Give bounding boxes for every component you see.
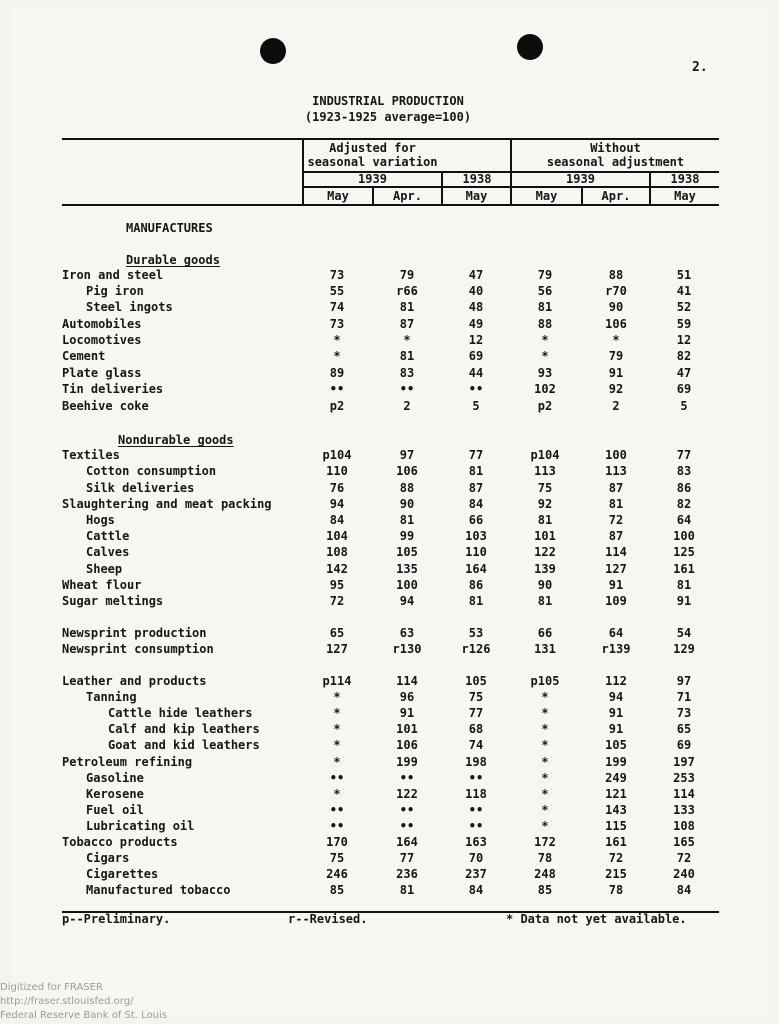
table-cell: 135 [396, 562, 418, 576]
row-label: Hogs [86, 513, 115, 527]
year-header: 1939 [358, 172, 387, 186]
table-cell: 122 [396, 787, 418, 801]
row-label: Steel ingots [86, 300, 173, 314]
table-cell: * [541, 787, 549, 801]
table-cell: 87 [468, 481, 484, 495]
table-cell: 109 [605, 594, 627, 608]
month-header: May [674, 189, 696, 203]
row-label: Cattle [86, 529, 130, 543]
row-label: Slaughtering and meat packing [62, 497, 272, 511]
table-cell: 81 [676, 578, 692, 592]
table-cell: 95 [329, 578, 345, 592]
table-cell: 79 [608, 349, 624, 363]
row-label: Goat and kid leathers [108, 738, 260, 752]
year-header: 1939 [566, 172, 595, 186]
table-cell: 72 [329, 594, 345, 608]
table-cell: * [541, 755, 549, 769]
section-heading: MANUFACTURES [126, 221, 213, 235]
table-cell: r66 [396, 284, 418, 298]
punch-hole [517, 34, 543, 60]
table-cell: 81 [537, 513, 553, 527]
table-cell: 161 [673, 562, 695, 576]
table-cell: •• [329, 803, 345, 817]
row-label: Tin deliveries [62, 382, 164, 396]
table-cell: * [541, 803, 549, 817]
table-cell: 40 [468, 284, 484, 298]
group-header-line: Adjusted for [329, 141, 416, 155]
month-header: May [327, 189, 349, 203]
table-cell: 198 [465, 755, 487, 769]
table-cell: 94 [608, 690, 624, 704]
table-cell: 59 [676, 317, 692, 331]
table-cell: 106 [605, 317, 627, 331]
title-line: INDUSTRIAL PRODUCTION [312, 94, 464, 108]
table-cell: 81 [399, 349, 415, 363]
table-cell: 74 [468, 738, 484, 752]
table-cell: 139 [534, 562, 556, 576]
table-cell: 101 [396, 722, 418, 736]
row-label: Cattle hide leathers [108, 706, 253, 720]
month-header: Apr. [393, 189, 422, 203]
table-cell: 90 [399, 497, 415, 511]
table-cell: 88 [608, 268, 624, 282]
table-cell: 73 [329, 317, 345, 331]
table-cell: * [541, 333, 549, 347]
table-cell: p104 [322, 448, 352, 462]
table-cell: 131 [534, 642, 556, 656]
table-cell: 115 [605, 819, 627, 833]
year-header: 1938 [462, 172, 492, 186]
table-cell: 77 [399, 851, 415, 865]
table-cell: * [541, 819, 549, 833]
group-header-line: seasonal adjustment [546, 155, 685, 169]
row-label: Plate glass [62, 366, 142, 380]
table-cell: 100 [605, 448, 627, 462]
table-cell: •• [329, 771, 345, 785]
year-header: 1938 [670, 172, 700, 186]
table-cell: 49 [468, 317, 484, 331]
table-cell: 91 [608, 706, 624, 720]
table-cell: •• [468, 803, 484, 817]
table-cell: 71 [676, 690, 692, 704]
table-cell: p114 [322, 674, 352, 688]
table-cell: 73 [676, 706, 692, 720]
table-cell: 91 [608, 578, 624, 592]
table-cell: 69 [676, 738, 692, 752]
table-cell: 108 [673, 819, 695, 833]
table-cell: 79 [399, 268, 415, 282]
subtitle-line: (1923-1925 average=100) [304, 110, 472, 124]
table-cell: 91 [676, 594, 692, 608]
row-label: Fuel oil [86, 803, 144, 817]
table-cell: 75 [468, 690, 484, 704]
table-cell: 88 [537, 317, 553, 331]
table-cell: 53 [468, 626, 484, 640]
table-cell: 100 [673, 529, 695, 543]
table-cell: * [541, 771, 549, 785]
table-cell: 100 [396, 578, 418, 592]
table-cell: 94 [329, 497, 345, 511]
table-cell: 75 [537, 481, 553, 495]
table-cell: 77 [468, 706, 484, 720]
table-cell: * [541, 706, 549, 720]
table-cell: 54 [676, 626, 692, 640]
footnote-revised: r--Revised. [288, 912, 368, 926]
table-cell: 108 [326, 545, 348, 559]
row-label: Sugar meltings [62, 594, 164, 608]
table-cell: 215 [605, 867, 627, 881]
table-cell: 90 [608, 300, 624, 314]
month-header: May [535, 189, 558, 203]
table-cell: r126 [461, 642, 491, 656]
table-top-rule [62, 138, 719, 140]
digitized-url: http://fraser.stlouisfed.org/ [0, 996, 134, 1007]
table-cell: 65 [676, 722, 692, 736]
table-cell: 92 [608, 382, 624, 396]
table-cell: •• [399, 382, 415, 396]
table-cell: 68 [468, 722, 484, 736]
table-cell: •• [329, 382, 345, 396]
table-cell: 81 [468, 464, 484, 478]
punch-hole [260, 38, 286, 64]
table-cell: •• [468, 382, 484, 396]
year-rule [304, 186, 719, 188]
table-cell: 170 [326, 835, 348, 849]
table-cell: 81 [608, 497, 624, 511]
table-cell: * [612, 333, 620, 347]
table-cell: 103 [465, 529, 487, 543]
table-cell: 81 [537, 300, 553, 314]
table-cell: 125 [673, 545, 695, 559]
table-cell: 129 [673, 642, 695, 656]
table-cell: 96 [399, 690, 415, 704]
table-cell: 114 [396, 674, 418, 688]
table-cell: 77 [676, 448, 692, 462]
table-cell: 121 [605, 787, 627, 801]
table-cell: 127 [326, 642, 348, 656]
table-cell: 172 [534, 835, 556, 849]
row-label: Calves [86, 545, 130, 559]
table-cell: 5 [680, 399, 688, 413]
table-cell: 99 [399, 529, 415, 543]
table-cell: 52 [676, 300, 692, 314]
table-cell: p104 [530, 448, 560, 462]
table-cell: 55 [329, 284, 345, 298]
table-cell: 73 [329, 268, 345, 282]
table-cell: 164 [465, 562, 487, 576]
table-cell: 89 [329, 366, 345, 380]
table-cell: 91 [608, 722, 624, 736]
table-cell: 163 [465, 835, 487, 849]
row-label: Leather and products [62, 674, 207, 688]
table-cell: 105 [396, 545, 418, 559]
table-cell: 72 [608, 851, 624, 865]
table-cell: 82 [676, 497, 692, 511]
table-cell: * [333, 755, 341, 769]
table-cell: 69 [468, 349, 484, 363]
table-cell: r70 [605, 284, 627, 298]
row-label: Tanning [86, 690, 137, 704]
table-cell: 82 [676, 349, 692, 363]
row-label: Sheep [86, 562, 123, 576]
table-cell: 81 [399, 513, 415, 527]
table-cell: 63 [399, 626, 415, 640]
table-cell: 51 [676, 268, 692, 282]
table-cell: 84 [468, 497, 484, 511]
table-cell: 81 [468, 594, 484, 608]
table-cell: •• [468, 819, 484, 833]
table-cell: 77 [468, 448, 484, 462]
table-cell: 164 [396, 835, 418, 849]
row-label: Pig iron [86, 284, 144, 298]
row-label: Automobiles [62, 317, 142, 331]
table-cell: 87 [608, 481, 624, 495]
table-cell: 112 [605, 674, 627, 688]
table-cell: * [541, 690, 549, 704]
table-cell: 66 [537, 626, 553, 640]
row-label: Newsprint production [62, 626, 207, 640]
table-cell: * [333, 738, 341, 752]
table-cell: 91 [608, 366, 624, 380]
month-header: May [465, 189, 488, 203]
table-cell: •• [399, 803, 415, 817]
footnote-preliminary: p--Preliminary. [62, 912, 171, 926]
table-cell: 84 [468, 883, 484, 897]
table-cell: •• [399, 771, 415, 785]
table-cell: * [541, 722, 549, 736]
table-cell: 41 [676, 284, 692, 298]
group-header-unadjusted [512, 141, 719, 169]
row-label: Cotton consumption [86, 464, 217, 478]
table-cell: 240 [673, 867, 695, 881]
row-label: Beehive coke [62, 399, 149, 413]
table-cell: * [541, 349, 549, 363]
table-cell: 114 [605, 545, 627, 559]
table-cell: 65 [329, 626, 345, 640]
table-cell: 78 [537, 851, 553, 865]
table-cell: 110 [465, 545, 487, 559]
table-cell: 83 [676, 464, 692, 478]
table-cell: 106 [396, 464, 418, 478]
table-cell: 127 [605, 562, 627, 576]
table-cell: * [333, 706, 341, 720]
table-cell: 69 [676, 382, 692, 396]
row-label: Iron and steel [62, 268, 164, 282]
table-cell: p2 [537, 399, 553, 413]
table-cell: 84 [329, 513, 345, 527]
row-label: Cigarettes [86, 867, 159, 881]
table-cell: 165 [673, 835, 695, 849]
table-cell: 102 [534, 382, 556, 396]
row-label: Newsprint consumption [62, 642, 214, 656]
table-cell: 70 [468, 851, 484, 865]
table-cell: 74 [329, 300, 345, 314]
table-cell: * [333, 333, 341, 347]
table-cell: 47 [676, 366, 692, 380]
table-cell: r130 [392, 642, 422, 656]
page-title [296, 93, 480, 125]
table-cell: p2 [329, 399, 345, 413]
table-cell: 76 [329, 481, 345, 495]
table-cell: 105 [605, 738, 627, 752]
table-cell: 133 [673, 803, 695, 817]
table-cell: 122 [534, 545, 556, 559]
table-cell: * [541, 738, 549, 752]
table-cell: 75 [329, 851, 345, 865]
table-cell: 56 [537, 284, 553, 298]
table-cell: 84 [676, 883, 692, 897]
table-cell: 5 [472, 399, 480, 413]
header-bottom-rule [62, 204, 719, 206]
table-cell: 86 [676, 481, 692, 495]
table-cell: 94 [399, 594, 415, 608]
table-cell: 81 [399, 883, 415, 897]
row-label: Gasoline [86, 771, 144, 785]
table-cell: * [333, 787, 341, 801]
table-cell: 246 [326, 867, 348, 881]
table-cell: 86 [468, 578, 484, 592]
table-cell: * [333, 722, 341, 736]
table-cell: 83 [399, 366, 415, 380]
table-cell: 44 [468, 366, 484, 380]
row-label: Cigars [86, 851, 130, 865]
table-cell: 12 [676, 333, 692, 347]
table-cell: 237 [465, 867, 487, 881]
table-cell: 64 [608, 626, 624, 640]
row-label: Silk deliveries [86, 481, 195, 495]
table-cell: 142 [326, 562, 348, 576]
table-cell: 88 [399, 481, 415, 495]
table-cell: 92 [537, 497, 553, 511]
row-label: Textiles [62, 448, 120, 462]
table-cell: 253 [673, 771, 695, 785]
table-cell: 72 [608, 513, 624, 527]
table-cell: 87 [608, 529, 624, 543]
row-label: Petroleum refining [62, 755, 193, 769]
table-cell: 101 [534, 529, 556, 543]
table-cell: * [333, 349, 341, 363]
row-label: Cement [62, 349, 106, 363]
table-cell: 114 [673, 787, 695, 801]
table-cell: 2 [403, 399, 411, 413]
row-label: Calf and kip leathers [108, 722, 260, 736]
table-cell: 104 [326, 529, 348, 543]
table-cell: 79 [537, 268, 553, 282]
table-cell: 81 [399, 300, 415, 314]
table-cell: 97 [399, 448, 415, 462]
table-cell: 143 [605, 803, 627, 817]
group-header-line: Without [590, 141, 641, 155]
table-cell: 93 [537, 366, 553, 380]
table-cell: * [333, 690, 341, 704]
table-cell: 105 [465, 674, 487, 688]
month-header: Apr. [601, 189, 631, 203]
table-cell: * [403, 333, 411, 347]
table-cell: •• [329, 819, 345, 833]
table-cell: 106 [396, 738, 418, 752]
table-cell: •• [399, 819, 415, 833]
table-cell: 85 [329, 883, 345, 897]
table-cell: p105 [530, 674, 560, 688]
subsection-heading: Nondurable goods [118, 433, 234, 447]
table-cell: 47 [468, 268, 484, 282]
table-cell: 48 [468, 300, 484, 314]
table-cell: 161 [605, 835, 627, 849]
table-cell: 113 [605, 464, 627, 478]
table-cell: 81 [537, 594, 553, 608]
table-cell: 113 [534, 464, 556, 478]
digitized-source: Federal Reserve Bank of St. Louis [0, 1010, 168, 1021]
table-cell: 199 [396, 755, 418, 769]
table-cell: 85 [537, 883, 553, 897]
row-label: Kerosene [86, 787, 144, 801]
table-cell: 90 [537, 578, 553, 592]
digitized-credit: Digitized for FRASER [0, 982, 103, 993]
table-cell: 197 [673, 755, 695, 769]
table-cell: 66 [468, 513, 484, 527]
group-header-line: seasonal variation [307, 155, 438, 169]
table-cell: 78 [608, 883, 624, 897]
row-label: Lubricating oil [86, 819, 195, 833]
table-cell: 91 [399, 706, 415, 720]
row-label: Tobacco products [62, 835, 178, 849]
page-number: 2. [692, 60, 708, 75]
table-cell: 64 [676, 513, 692, 527]
table-cell: 97 [676, 674, 692, 688]
row-label: Locomotives [62, 333, 142, 347]
table-cell: r139 [601, 642, 631, 656]
table-cell: 110 [326, 464, 348, 478]
table-cell: 2 [612, 399, 620, 413]
table-cell: 199 [605, 755, 627, 769]
table-cell: 12 [468, 333, 484, 347]
subsection-heading: Durable goods [126, 253, 220, 267]
group-header-adjusted [304, 141, 441, 169]
table-cell: 118 [465, 787, 487, 801]
table-cell: 72 [676, 851, 692, 865]
footnote-not-available: * Data not yet available. [506, 912, 687, 926]
table-cell: 236 [396, 867, 418, 881]
table-cell: 249 [605, 771, 627, 785]
row-label: Wheat flour [62, 578, 142, 592]
table-cell: •• [468, 771, 484, 785]
table-cell: 87 [399, 317, 415, 331]
row-label: Manufactured tobacco [86, 883, 231, 897]
table-cell: 248 [534, 867, 556, 881]
